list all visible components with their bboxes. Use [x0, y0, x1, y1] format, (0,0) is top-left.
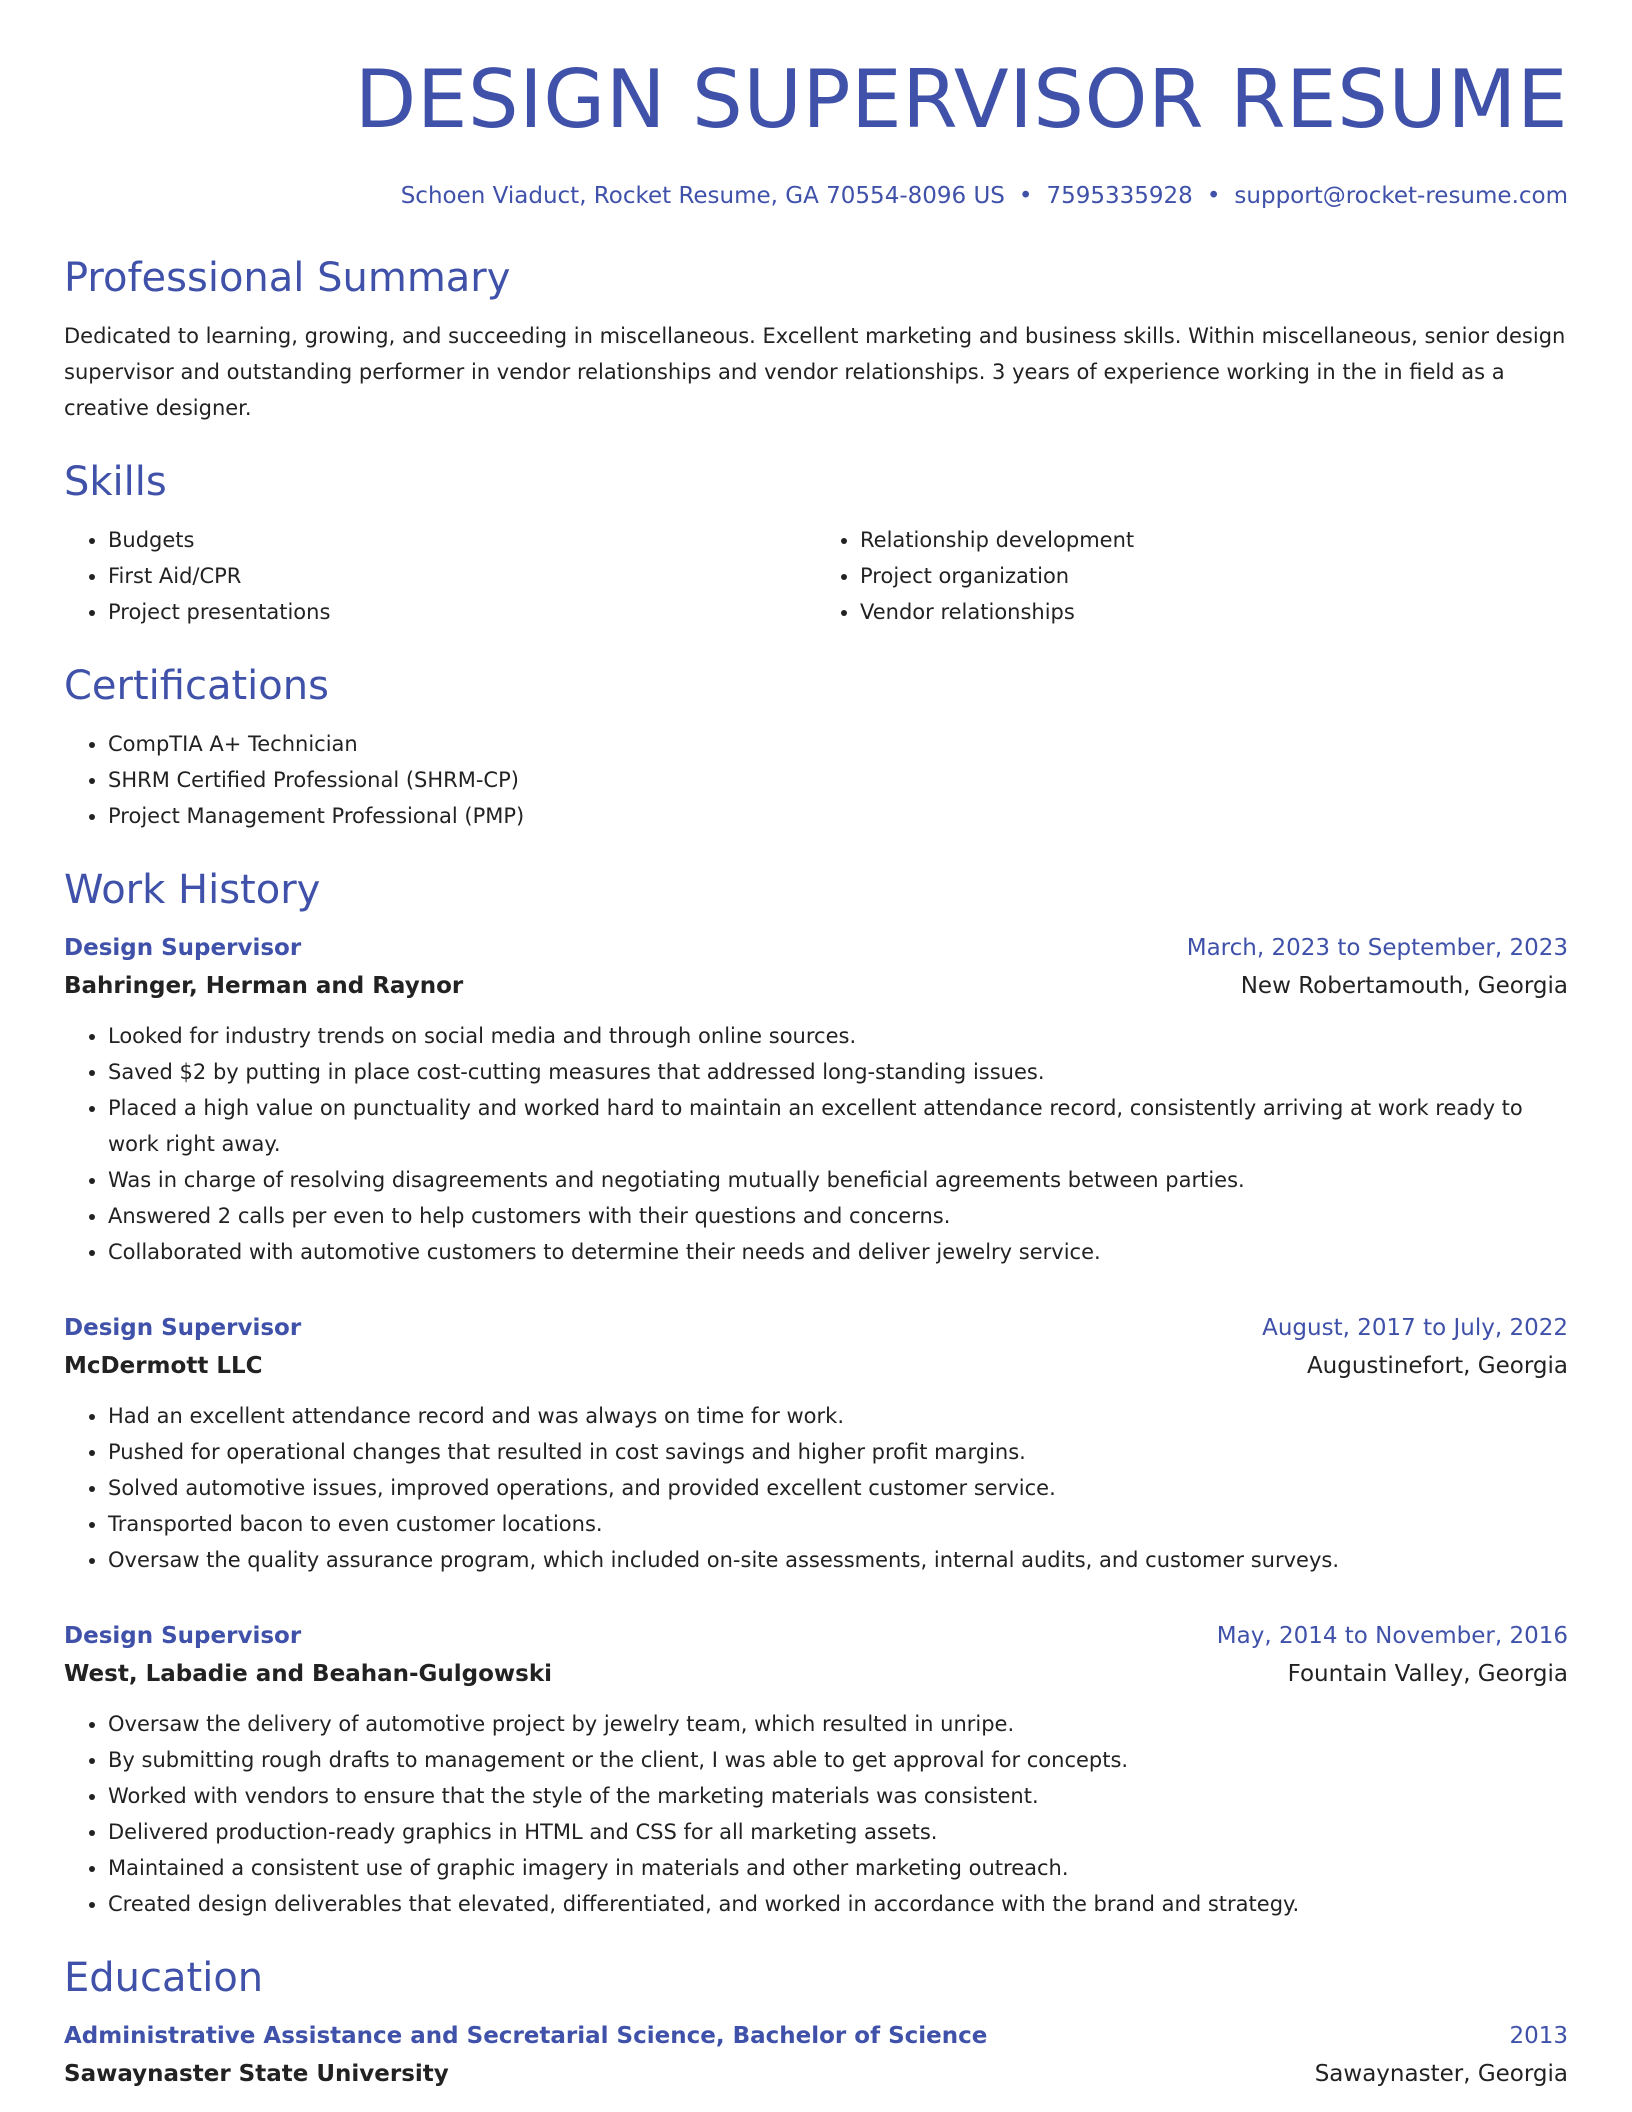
job-title: Design Supervisor — [64, 1623, 302, 1649]
job-bullets — [64, 1706, 1568, 1922]
section-title-work-history: Work History — [64, 867, 321, 913]
company-name: McDermott LLC — [64, 1353, 263, 1379]
phone: 7595335928 — [1046, 183, 1193, 209]
company-name: Bahringer, Herman and Raynor — [64, 973, 464, 999]
degree: Administrative Assistance and Secretarial Science, Bachelor of Science — [64, 2023, 988, 2049]
email-link[interactable]: support@rocket-resume.com — [1234, 183, 1568, 209]
list-item: • Vendor relationships — [860, 594, 1568, 630]
list-item: • Answered 2 calls per even to help customers with their questions and concerns. — [108, 1198, 1568, 1234]
education-section — [64, 1954, 1568, 2094]
list-item: • By submitting rough drafts to management or the client, I was able to get approval for concepts. — [108, 1742, 1568, 1778]
company-name: West, Labadie and Beahan-Gulgowski — [64, 1661, 553, 1687]
list-item: • Had an excellent attendance record and was always on time for work. — [108, 1398, 1568, 1434]
list-item: • Oversaw the delivery of automotive project by jewelry team, which resulted in unripe. — [108, 1706, 1568, 1742]
graduation-year: 2013 — [1509, 2023, 1568, 2049]
list-item: • Created design deliverables that elevated, differentiated, and worked in accordance with the brand and strategy. — [108, 1886, 1568, 1922]
address: Schoen Viaduct, Rocket Resume, GA 70554-8096 US — [400, 183, 1005, 209]
skills-section — [64, 458, 1568, 630]
job-bullets — [64, 1398, 1568, 1578]
job-dates: May, 2014 to November, 2016 — [1216, 1623, 1568, 1649]
list-item: • CompTIA A+ Technician — [108, 726, 1568, 762]
summary-text: Dedicated to learning, growing, and succeeding in miscellaneous. Excellent marketing and business skills. Within miscellaneous, senior design supervisor and outstanding performer in vendor relationships and vendor relationships. 3 years of experience working in the in field as a creative designer. — [64, 324, 1566, 420]
contact-line — [64, 180, 1568, 212]
section-title-certifications: Certifications — [64, 663, 329, 709]
job-bullets — [64, 1018, 1568, 1270]
job-entry — [64, 930, 1568, 1270]
resume-title: DESIGN SUPERVISOR RESUME — [354, 53, 1568, 146]
job-entry — [64, 1618, 1568, 1922]
job-title: Design Supervisor — [64, 1315, 302, 1341]
resume-header — [64, 0, 1568, 212]
list-item: • Delivered production-ready graphics in HTML and CSS for all marketing assets. — [108, 1814, 1568, 1850]
job-location: Augustinefort, Georgia — [1306, 1353, 1568, 1379]
list-item: • Collaborated with automotive customers to determine their needs and deliver jewelry service. — [108, 1234, 1568, 1270]
list-item: • Project organization — [860, 558, 1568, 594]
certifications-list — [64, 726, 1568, 834]
list-item: • Worked with vendors to ensure that the style of the marketing materials was consistent. — [108, 1778, 1568, 1814]
list-item: • Project presentations — [108, 594, 816, 630]
school-location: Sawaynaster, Georgia — [1314, 2061, 1568, 2087]
job-entry — [64, 1310, 1568, 1578]
list-item: • Solved automotive issues, improved operations, and provided excellent customer service. — [108, 1470, 1568, 1506]
list-item: • Saved $2 by putting in place cost-cutting measures that addressed long-standing issues. — [108, 1054, 1568, 1090]
list-item: • Placed a high value on punctuality and worked hard to maintain an excellent attendance record, consistently arriving at work ready to work right away. — [108, 1090, 1568, 1162]
job-location: Fountain Valley, Georgia — [1287, 1661, 1568, 1687]
certifications-section — [64, 662, 1568, 834]
list-item: • Relationship development — [860, 522, 1568, 558]
skills-list-left — [64, 522, 816, 630]
work-history-section — [64, 866, 1568, 1922]
list-item: • Oversaw the quality assurance program, which included on-site assessments, internal audits, and customer surveys. — [108, 1542, 1568, 1578]
job-title: Design Supervisor — [64, 935, 302, 961]
list-item: • Was in charge of resolving disagreements and negotiating mutually beneficial agreements between parties. — [108, 1162, 1568, 1198]
list-item: • Looked for industry trends on social media and through online sources. — [108, 1018, 1568, 1054]
section-title-education: Education — [64, 1955, 264, 2001]
job-dates: August, 2017 to July, 2022 — [1262, 1315, 1568, 1341]
separator: • — [1206, 183, 1221, 209]
list-item: • Maintained a consistent use of graphic imagery in materials and other marketing outreach. — [108, 1850, 1568, 1886]
school-name: Sawaynaster State University — [64, 2061, 449, 2087]
list-item: • Project Management Professional (PMP) — [108, 798, 1568, 834]
list-item: • First Aid/CPR — [108, 558, 816, 594]
list-item: • Transported bacon to even customer locations. — [108, 1506, 1568, 1542]
skills-list-right — [816, 522, 1568, 630]
list-item: • Budgets — [108, 522, 816, 558]
education-entry — [64, 2018, 1568, 2094]
separator: • — [1018, 183, 1033, 209]
summary-section — [64, 254, 1568, 426]
job-dates: March, 2023 to September, 2023 — [1186, 935, 1568, 961]
list-item: • Pushed for operational changes that resulted in cost savings and higher profit margins. — [108, 1434, 1568, 1470]
skills-grid — [64, 522, 1568, 630]
list-item: • SHRM Certified Professional (SHRM-CP) — [108, 762, 1568, 798]
job-location: New Robertamouth, Georgia — [1240, 973, 1568, 999]
section-title-summary: Professional Summary — [64, 255, 511, 301]
section-title-skills: Skills — [64, 459, 167, 505]
